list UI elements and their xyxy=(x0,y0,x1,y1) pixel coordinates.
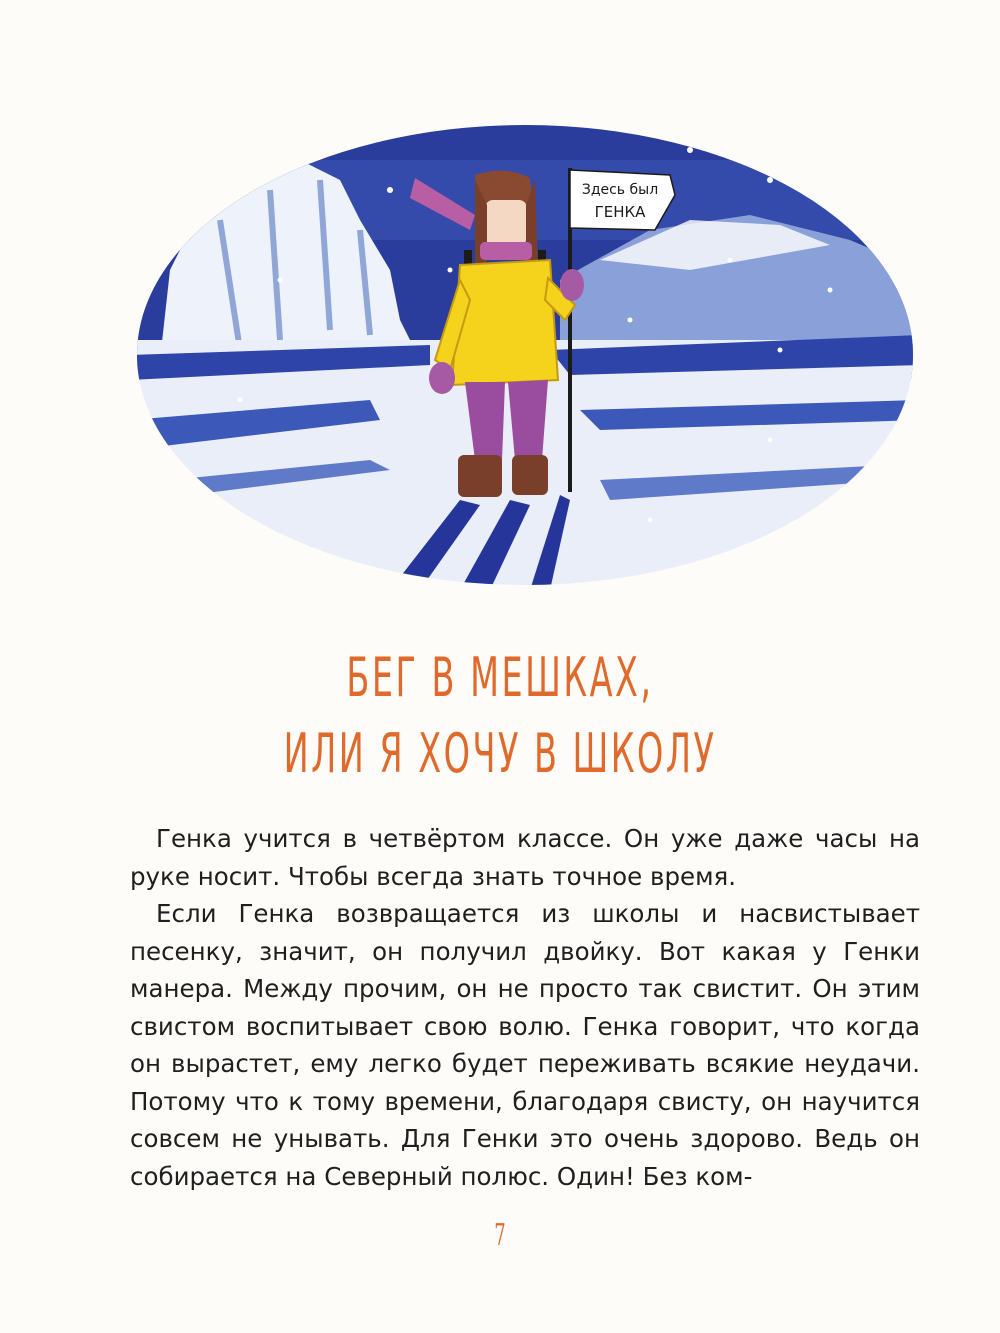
flag xyxy=(570,170,675,230)
chapter-title-line2: ИЛИ Я ХОЧУ В ШКОЛУ xyxy=(283,722,717,785)
body-text xyxy=(130,820,920,1195)
flag-text-line1: Здесь был xyxy=(581,182,659,198)
chapter-title xyxy=(190,640,810,792)
paragraph-1: Генка учится в четвёртом классе. Он уже даже часы на руке носит. Чтобы всегда знать точное время. xyxy=(130,824,920,891)
boots xyxy=(458,455,502,497)
face xyxy=(485,200,527,245)
paragraph-2: Если Генка возвращается из школы и насвистывает песенку, значит, он получил двойку. Вот какая у Генки манера. Между прочим, он не просто так свистит. Он этим свистом воспитывает свою волю. Генка говорит, что когда он вырастет, ему легко будет переживать всякие неудачи. Потому что к тому времени, благодаря свисту, он научится совсем не унывать. Для Генки это очень здорово. Ведь он собирается на Северный полюс. Один! Без ком- xyxy=(130,899,920,1191)
page-number: 7 xyxy=(494,1218,506,1253)
illustration-svg xyxy=(130,120,920,590)
jacket xyxy=(452,260,558,385)
north-pole-illustration xyxy=(130,120,920,590)
chapter-title-line1: БЕГ В МЕШКАХ, xyxy=(346,646,654,709)
flag-text-line2: ГЕНКА xyxy=(594,203,646,221)
